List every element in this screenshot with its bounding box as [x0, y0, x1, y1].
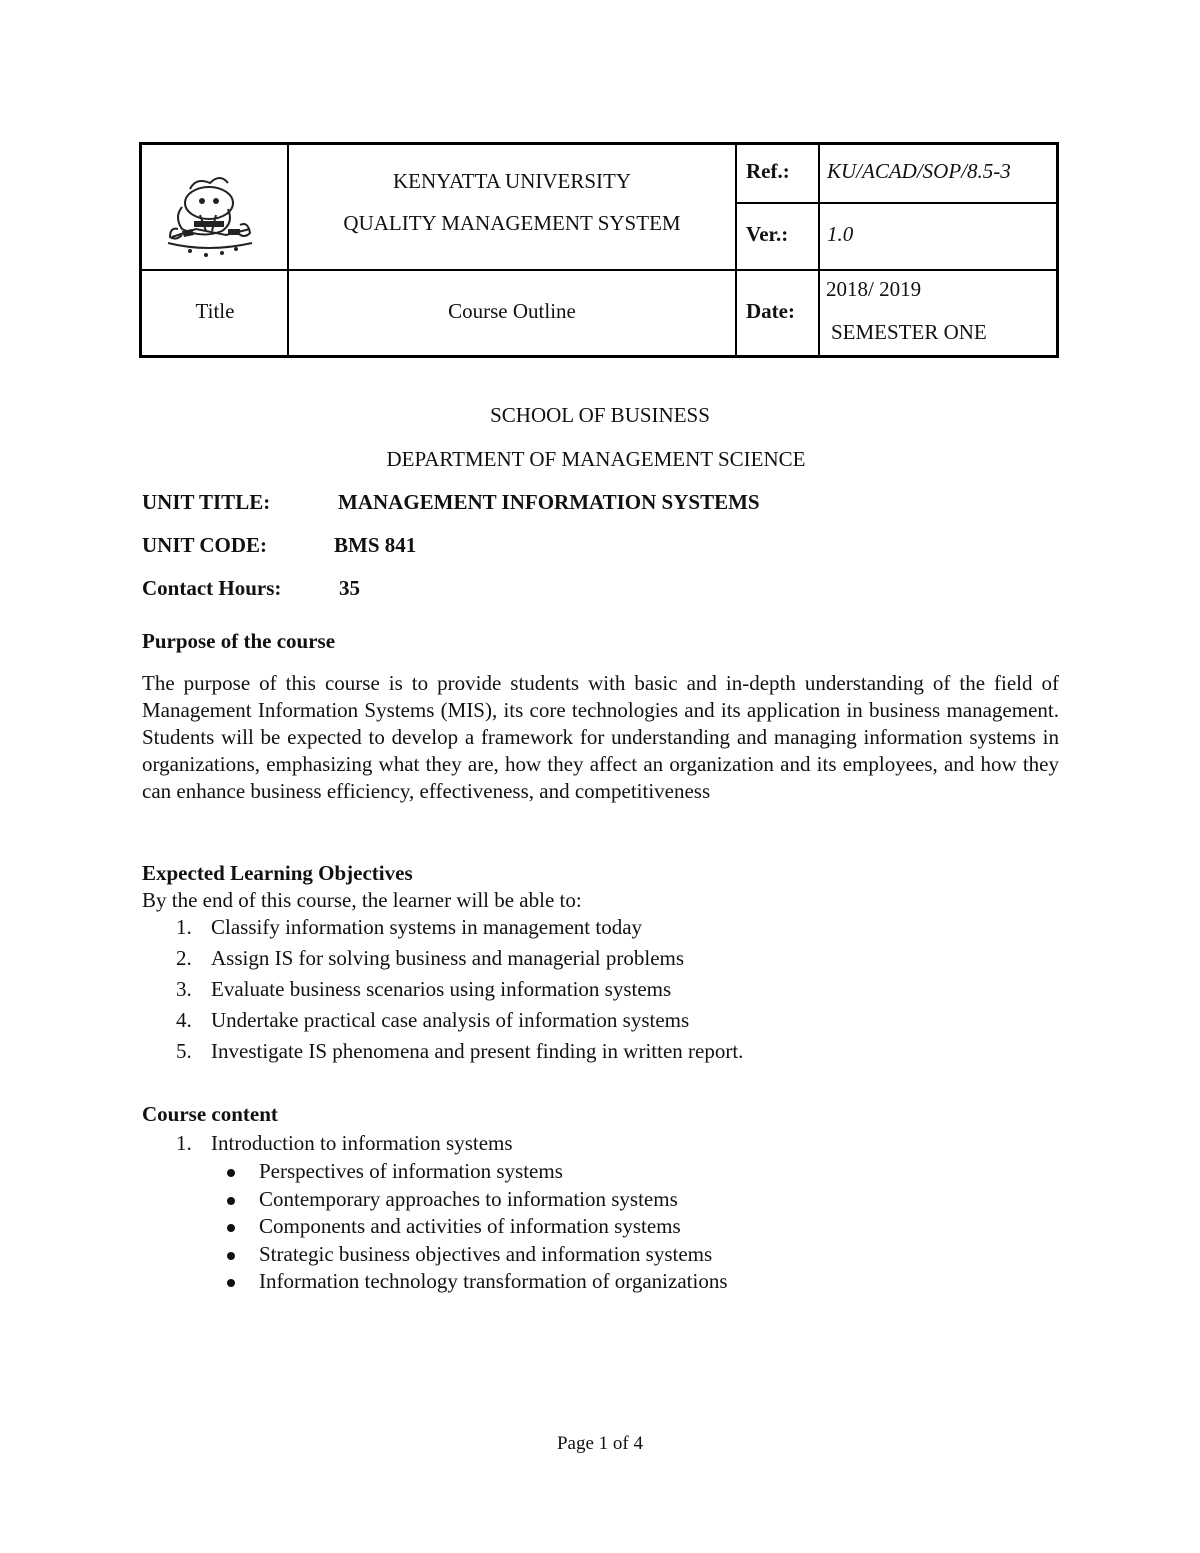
purpose-heading: Purpose of the course — [142, 629, 336, 653]
list-item — [142, 974, 743, 1005]
page-number: Page 1 of 4 — [556, 1433, 643, 1454]
date-label: Date: — [746, 299, 795, 323]
objectives-heading: Expected Learning Objectives — [142, 861, 413, 885]
list-number: 5. — [176, 1039, 192, 1063]
list-text: Evaluate business scenarios using information systems — [211, 977, 672, 1001]
bullet-item — [142, 1268, 728, 1296]
university-logo — [142, 145, 288, 270]
bullet-text: Components and activities of information systems — [259, 1214, 681, 1238]
bullet-text: Perspectives of information systems — [259, 1159, 563, 1183]
title-value: Course Outline — [448, 299, 576, 323]
list-item — [142, 1005, 743, 1036]
bullet-item — [142, 1213, 728, 1241]
content-heading: Course content — [142, 1102, 278, 1126]
list-item — [142, 912, 743, 943]
list-number: 4. — [176, 1008, 192, 1032]
list-item — [142, 943, 743, 974]
list-text: Undertake practical case analysis of information systems — [211, 1008, 690, 1032]
list-number: 1. — [176, 915, 192, 939]
quality-management-system: QUALITY MANAGEMENT SYSTEM — [343, 211, 681, 235]
bullet-text: Contemporary approaches to information systems — [259, 1186, 678, 1211]
date-year: 2018/ 2019 — [826, 277, 922, 301]
bullet-icon — [227, 1197, 235, 1205]
list-text: Introduction to information systems — [211, 1131, 513, 1155]
list-number: 2. — [176, 946, 192, 970]
bullet-text: Information technology transformation of organizations — [259, 1269, 728, 1293]
contact-hours-value: 35 — [339, 576, 360, 600]
objectives-list — [142, 912, 743, 1067]
list-text: Assign IS for solving business and managerial problems — [211, 946, 685, 970]
ref-value: KU/ACAD/SOP/8.5-3 — [827, 159, 1011, 183]
date-semester: SEMESTER ONE — [831, 320, 987, 344]
list-item — [142, 1128, 513, 1159]
bullet-item — [142, 1241, 728, 1269]
bullet-item — [142, 1158, 728, 1186]
title-label: Title — [195, 299, 235, 323]
bullet-icon — [227, 1279, 235, 1287]
list-text: Classify information systems in management today — [211, 915, 643, 939]
bullet-icon — [227, 1169, 235, 1177]
bullet-icon — [227, 1252, 235, 1260]
department-name: DEPARTMENT OF MANAGEMENT SCIENCE — [386, 447, 806, 471]
unit-code-label: UNIT CODE: — [142, 533, 268, 557]
university-name: KENYATTA UNIVERSITY — [392, 169, 632, 193]
unit-title-value: MANAGEMENT INFORMATION SYSTEMS — [338, 490, 760, 514]
ver-value: 1.0 — [827, 222, 854, 246]
unit-code-value: BMS 841 — [334, 533, 417, 557]
content-list — [142, 1128, 513, 1159]
list-text: Investigate IS phenomena and present finding in written report. — [211, 1039, 744, 1063]
list-number: 1. — [176, 1131, 192, 1155]
content-bullet-list — [142, 1158, 728, 1296]
header-table — [139, 142, 1059, 358]
ver-label: Ver.: — [746, 222, 789, 246]
ref-label: Ref.: — [746, 159, 790, 183]
objectives-intro: By the end of this course, the learner will be able to: — [142, 888, 582, 912]
bullet-item — [142, 1186, 728, 1214]
bullet-icon — [227, 1224, 235, 1232]
bullet-text: Strategic business objectives and information systems — [259, 1241, 713, 1266]
list-item — [142, 1036, 743, 1067]
school-name: SCHOOL OF BUSINESS — [490, 403, 710, 427]
unit-title-label: UNIT TITLE: — [142, 490, 271, 514]
purpose-paragraph: The purpose of this course is to provide students with basic and in-depth understanding of the field of Management Information Systems (MIS), its core technologies and its application in business management. Students will be expected to develop a framework for understanding and managing information systems in organizations, emphasizing what they are, how they affect an organization and its employees, and how they can enhance business efficiency, effectiveness, and competitiveness — [142, 671, 1059, 803]
list-number: 3. — [176, 977, 192, 1001]
contact-hours-label: Contact Hours: — [142, 576, 282, 600]
